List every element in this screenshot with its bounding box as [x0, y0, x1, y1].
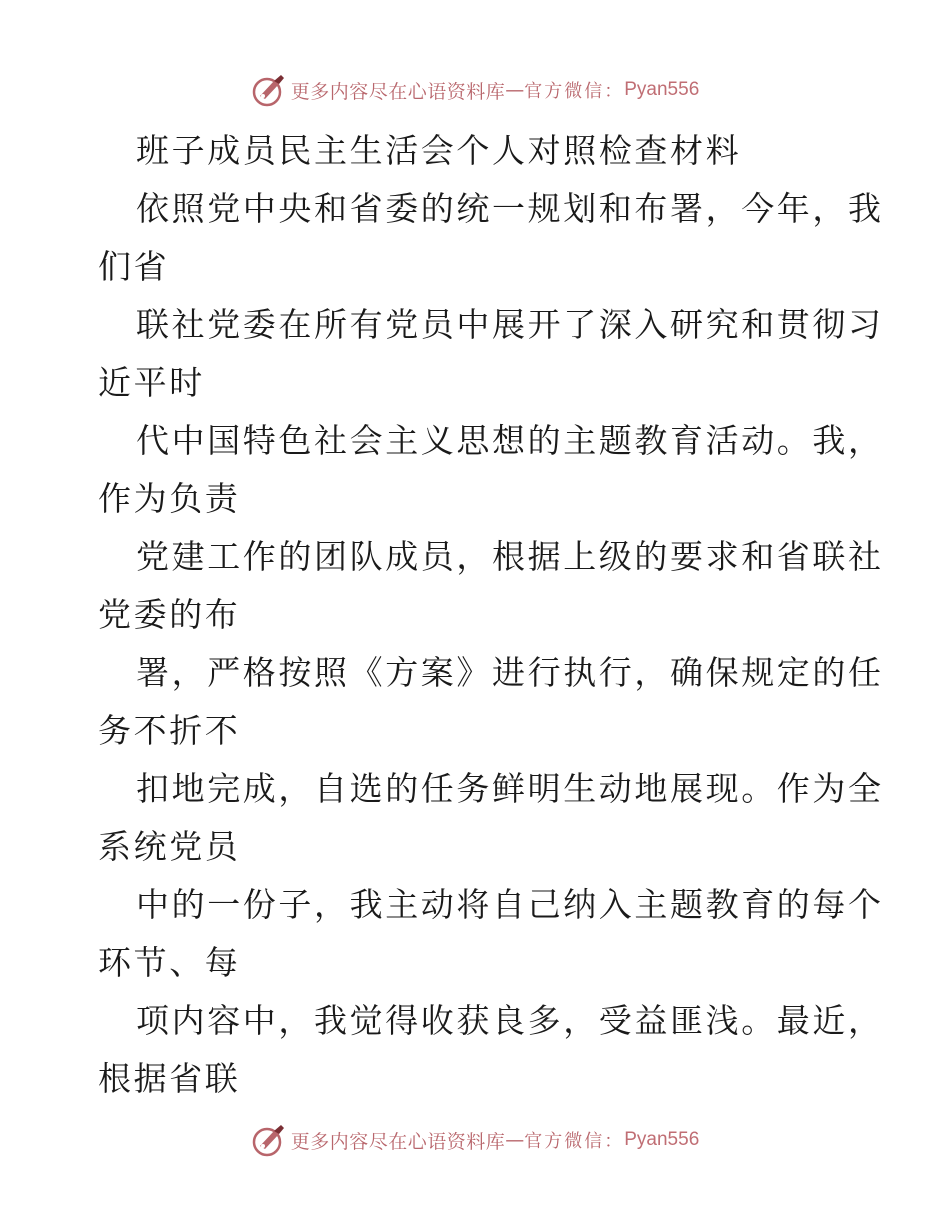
text-line: 依照党中央和省委的统一规划和布署，今年，我: [136, 189, 884, 228]
text-line: 联社党委在所有党员中展开了深入研究和贯彻习: [136, 305, 884, 344]
text-line: 党建工作的团队成员，根据上级的要求和省联社: [136, 537, 884, 576]
header-banner: [0, 70, 950, 110]
wechat-label: 官方微信：: [524, 81, 625, 102]
wechat-id: Pyan556: [624, 1129, 700, 1150]
separator: —: [505, 79, 525, 101]
text-line: 务不折不: [98, 711, 241, 750]
text-line: 代中国特色社会主义思想的主题教育活动。我，: [136, 421, 884, 460]
text-line: 署，严格按照《方案》进行执行，确保规定的任: [136, 653, 884, 692]
document-body: [98, 122, 884, 1108]
text-line: 们省: [98, 247, 170, 286]
text-line: 近平时: [98, 363, 205, 402]
text-line: 扣地完成，自选的任务鲜明生动地展现。作为全: [136, 769, 884, 808]
footer-banner: [0, 1120, 950, 1160]
text-line: 作为负责: [98, 479, 241, 518]
site-text: 更多内容尽在心语资料库: [290, 80, 506, 103]
pen-logo-icon: [251, 1122, 287, 1158]
text-line: 根据省联: [98, 1059, 241, 1098]
text-line: 项内容中，我觉得收获良多，受益匪浅。最近，: [136, 1001, 884, 1040]
document-title: 班子成员民主生活会个人对照检查材料: [136, 131, 742, 170]
separator: —: [505, 1129, 525, 1151]
pen-logo-icon: [251, 72, 287, 108]
wechat-id: Pyan556: [624, 79, 700, 100]
text-line: 系统党员: [98, 827, 241, 866]
text-line: 党委的布: [98, 595, 241, 634]
text-line: 中的一份子，我主动将自己纳入主题教育的每个: [136, 885, 884, 924]
text-line: 环节、每: [98, 943, 241, 982]
site-text: 更多内容尽在心语资料库: [290, 1130, 506, 1153]
wechat-label: 官方微信：: [524, 1131, 625, 1152]
